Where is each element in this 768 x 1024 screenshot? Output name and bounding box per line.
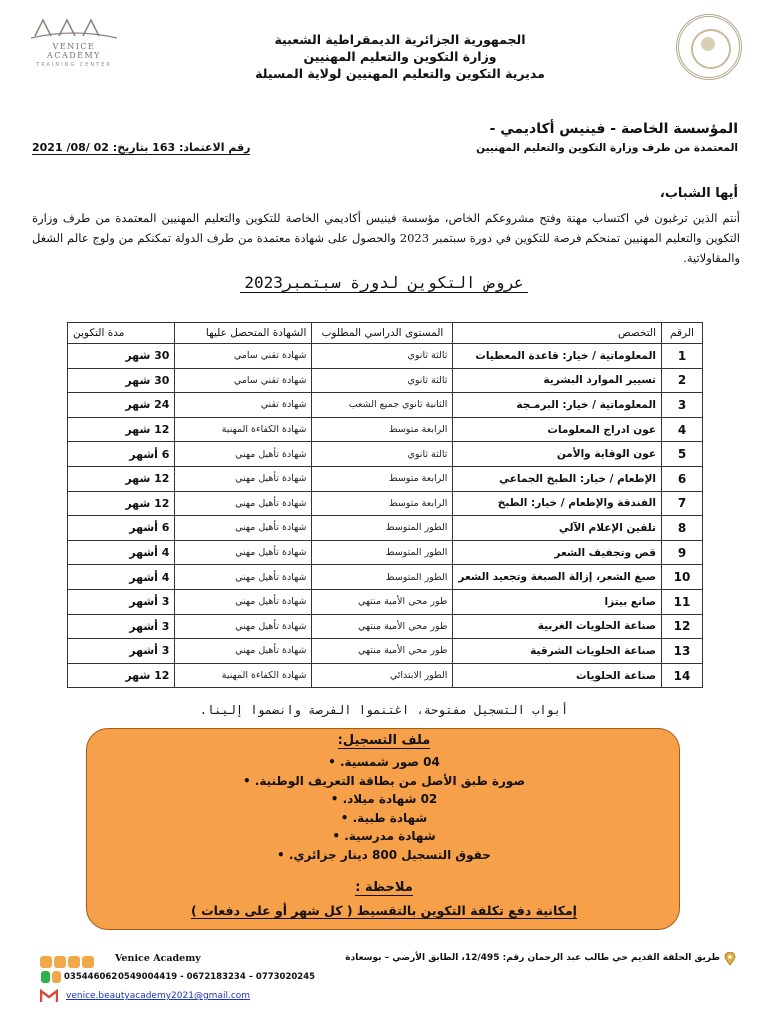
row-duration: 30 شهر — [68, 344, 175, 369]
logo-emblem-icon — [26, 14, 122, 42]
row-duration: 3 أشهر — [68, 639, 175, 664]
registration-title-text: ملف التسجيل: — [337, 733, 431, 748]
note-title-text: ملاحظة : — [355, 880, 413, 895]
table-row — [68, 639, 703, 664]
note-text-content: إمكانية دفع تكلفة التكوين بالتقسيط ( كل شهر أو على دفعات ) — [191, 903, 577, 918]
row-num: 11 — [662, 589, 703, 614]
row-duration: 24 شهر — [68, 393, 175, 418]
footer-address: طريق الحلقة القديم حي طالب عبد الرحمان رقم: 12/495، الطابق الأرضي – بوسعادة — [345, 953, 720, 963]
header-certificate: الشهادة المتحصل عليها — [175, 323, 312, 344]
row-level: الرابعة متوسط — [312, 417, 453, 442]
row-specialty: المعلوماتية / خيار: البرمـجة — [453, 393, 662, 418]
instagram-icon[interactable] — [54, 956, 66, 968]
row-num: 1 — [662, 344, 703, 369]
list-item: شهادة طبية. • — [87, 809, 681, 828]
row-specialty: صانع بيتزا — [453, 589, 662, 614]
table-row — [68, 417, 703, 442]
row-level: طور محي الأمية منتهي — [312, 639, 453, 664]
course-table-body — [68, 344, 703, 688]
table-row — [68, 614, 703, 639]
list-item: 02 شهادة ميلاد. • — [87, 790, 681, 809]
row-specialty: الإطعام / خيار: الطبخ الجماعي — [453, 466, 662, 491]
row-duration: 30 شهر — [68, 368, 175, 393]
registration-list — [87, 753, 681, 865]
row-specialty: صبغ الشعر، إزالة الصبغة وتجعيد الشعر — [453, 565, 662, 590]
row-num: 12 — [662, 614, 703, 639]
row-num: 5 — [662, 442, 703, 467]
intro-paragraph: أنتم الذين ترغبون في اكتساب مهنة وفتح مشروعكم الخاص، مؤسسة فينيس أكاديمي الخاصة للتكوين والتعليم المهنيين المعتمدة من طرف وزارة التكوين والتعليم المهنيين تمنحكم فرصة للتكوين في دورة سبتمبر 2023 والحصول على شهادة معتمدة من طرف الدولة تمكنكم من ولوج عالم الشغل والمقاولاتية. — [32, 211, 740, 265]
row-certificate: شهادة تقني — [175, 393, 312, 418]
table-row — [68, 516, 703, 541]
row-num: 3 — [662, 393, 703, 418]
footer-phone-1: 035446062 — [64, 972, 118, 982]
facebook-icon[interactable] — [40, 956, 52, 968]
row-num: 13 — [662, 639, 703, 664]
row-num: 14 — [662, 663, 703, 688]
row-num: 9 — [662, 540, 703, 565]
institution-name: المؤسسة الخاصة - فينيس أكاديمي - — [489, 121, 738, 137]
row-specialty: صناعة الحلويات الغربية — [453, 614, 662, 639]
logo-tagline: TRAINING CENTER — [36, 62, 112, 68]
registration-open-banner: أبواب التسجيل مفتوحة، اغتنموا الفرصة وانضموا إلينا. — [199, 703, 569, 717]
row-duration: 12 شهر — [68, 663, 175, 688]
table-row — [68, 344, 703, 369]
row-certificate: شهادة تأهيل مهني — [175, 540, 312, 565]
row-specialty: صناعة الحلويات الشرقية — [453, 639, 662, 664]
note-text — [87, 903, 681, 918]
row-level: ثالثة ثانوي — [312, 442, 453, 467]
row-certificate: شهادة الكفاءة المهنية — [175, 663, 312, 688]
row-duration: 3 أشهر — [68, 614, 175, 639]
table-row — [68, 442, 703, 467]
row-level: الثانية ثانوي جميع الشعب — [312, 393, 453, 418]
row-certificate: شهادة تأهيل مهني — [175, 565, 312, 590]
row-duration: 12 شهر — [68, 466, 175, 491]
row-num: 2 — [662, 368, 703, 393]
row-num: 4 — [662, 417, 703, 442]
row-certificate: شهادة تأهيل مهني — [175, 614, 312, 639]
header-duration: مدة التكوين — [68, 323, 175, 344]
table-row — [68, 589, 703, 614]
row-level: ثالثة ثانوي — [312, 368, 453, 393]
ministry-seal-icon — [676, 14, 742, 80]
row-certificate: شهادة تأهيل مهني — [175, 516, 312, 541]
offers-title-text: عروض التكوين لدورة سبتمبر2023 — [240, 273, 527, 293]
table-row — [68, 491, 703, 516]
row-level: الطور المتوسط — [312, 540, 453, 565]
row-num: 7 — [662, 491, 703, 516]
offers-title — [0, 273, 768, 292]
footer-email-link[interactable]: venice.beautyacademy2021@gmail.com — [66, 991, 251, 1001]
header-num: الرقم — [662, 323, 703, 344]
row-duration: 4 أشهر — [68, 565, 175, 590]
row-level: طور محي الأمية منتهي — [312, 589, 453, 614]
row-level: طور محي الأمية منتهي — [312, 614, 453, 639]
logo-name: VENICE ACADEMY — [47, 42, 101, 60]
row-duration: 12 شهر — [68, 491, 175, 516]
table-row — [68, 368, 703, 393]
row-duration: 3 أشهر — [68, 589, 175, 614]
list-item: شهادة مدرسية. • — [87, 827, 681, 846]
footer-phones-2: 0549004419 - 0672183234 – 0773020245 — [118, 972, 316, 982]
row-level: الرابعة متوسط — [312, 491, 453, 516]
table-row — [68, 466, 703, 491]
row-specialty: قص وتجفيف الشعر — [453, 540, 662, 565]
table-row — [68, 565, 703, 590]
row-level: ثالثة ثانوي — [312, 344, 453, 369]
registration-title — [87, 733, 681, 748]
row-certificate: شهادة تأهيل مهني — [175, 639, 312, 664]
row-duration: 4 أشهر — [68, 540, 175, 565]
header-ministry: وزارة التكوين والتعليم المهنيين — [303, 49, 497, 64]
row-duration: 12 شهر — [68, 417, 175, 442]
row-level: الرابعة متوسط — [312, 466, 453, 491]
row-level: الطور المتوسط — [312, 565, 453, 590]
table-row — [68, 663, 703, 688]
venice-academy-logo — [26, 14, 122, 70]
table-row — [68, 540, 703, 565]
table-header-row — [68, 323, 703, 344]
row-certificate: شهادة تأهيل مهني — [175, 442, 312, 467]
row-certificate: شهادة الكفاءة المهنية — [175, 417, 312, 442]
institution-approved-by: المعتمدة من طرف وزارة التكوين والتعليم المهنيين — [476, 142, 738, 154]
social-icons — [40, 951, 96, 965]
phone-icon — [40, 969, 62, 983]
table-row — [68, 393, 703, 418]
footer-brand: Venice Academy — [115, 953, 201, 964]
gmail-icon — [40, 988, 58, 1002]
row-certificate: شهادة تأهيل مهني — [175, 589, 312, 614]
row-certificate: شهادة تقني سامي — [175, 344, 312, 369]
row-specialty: صناعة الحلويات — [453, 663, 662, 688]
row-certificate: شهادة تقني سامي — [175, 368, 312, 393]
greeting: أيها الشباب، — [659, 186, 738, 201]
note-title — [87, 880, 681, 895]
row-specialty: تلقين الإعلام الآلي — [453, 516, 662, 541]
header-level: المستوى الدراسي المطلوب — [312, 323, 453, 344]
row-duration: 6 أشهر — [68, 516, 175, 541]
row-num: 6 — [662, 466, 703, 491]
list-item: حقوق التسجيل 800 دينار جزائري. • — [87, 846, 681, 865]
row-duration: 6 أشهر — [68, 442, 175, 467]
location-pin-icon — [724, 951, 736, 965]
header-specialty: التخصص — [453, 323, 662, 344]
row-num: 10 — [662, 565, 703, 590]
header-republic: الجمهورية الجزائرية الديمقراطية الشعبية — [274, 32, 526, 47]
row-specialty: عون ادراج المعلومات — [453, 417, 662, 442]
row-certificate: شهادة تأهيل مهني — [175, 491, 312, 516]
row-specialty: تسيير الموارد البشرية — [453, 368, 662, 393]
row-level: الطور المتوسط — [312, 516, 453, 541]
row-specialty: الفندقة والإطعام / خيار: الطبخ — [453, 491, 662, 516]
row-specialty: المعلوماتية / خيار: قاعدة المعطيات — [453, 344, 662, 369]
registration-box — [86, 728, 680, 930]
list-item: 04 صور شمسية. • — [87, 753, 681, 772]
row-num: 8 — [662, 516, 703, 541]
row-certificate: شهادة تأهيل مهني — [175, 466, 312, 491]
row-specialty: عون الوقاية والأمن — [453, 442, 662, 467]
row-level: الطور الابتدائي — [312, 663, 453, 688]
course-table — [67, 322, 703, 688]
header-directorate: مديرية التكوين والتعليم المهنيين لولاية المسيلة — [255, 66, 545, 81]
messenger-icon[interactable] — [68, 956, 80, 968]
list-item: صورة طبق الأصل من بطاقة التعريف الوطنية. • — [87, 772, 681, 791]
approval-number: رقم الاعتماد: 163 بتاريخ: 02 /08/ 2021 — [32, 141, 251, 154]
youtube-icon[interactable] — [82, 956, 94, 968]
